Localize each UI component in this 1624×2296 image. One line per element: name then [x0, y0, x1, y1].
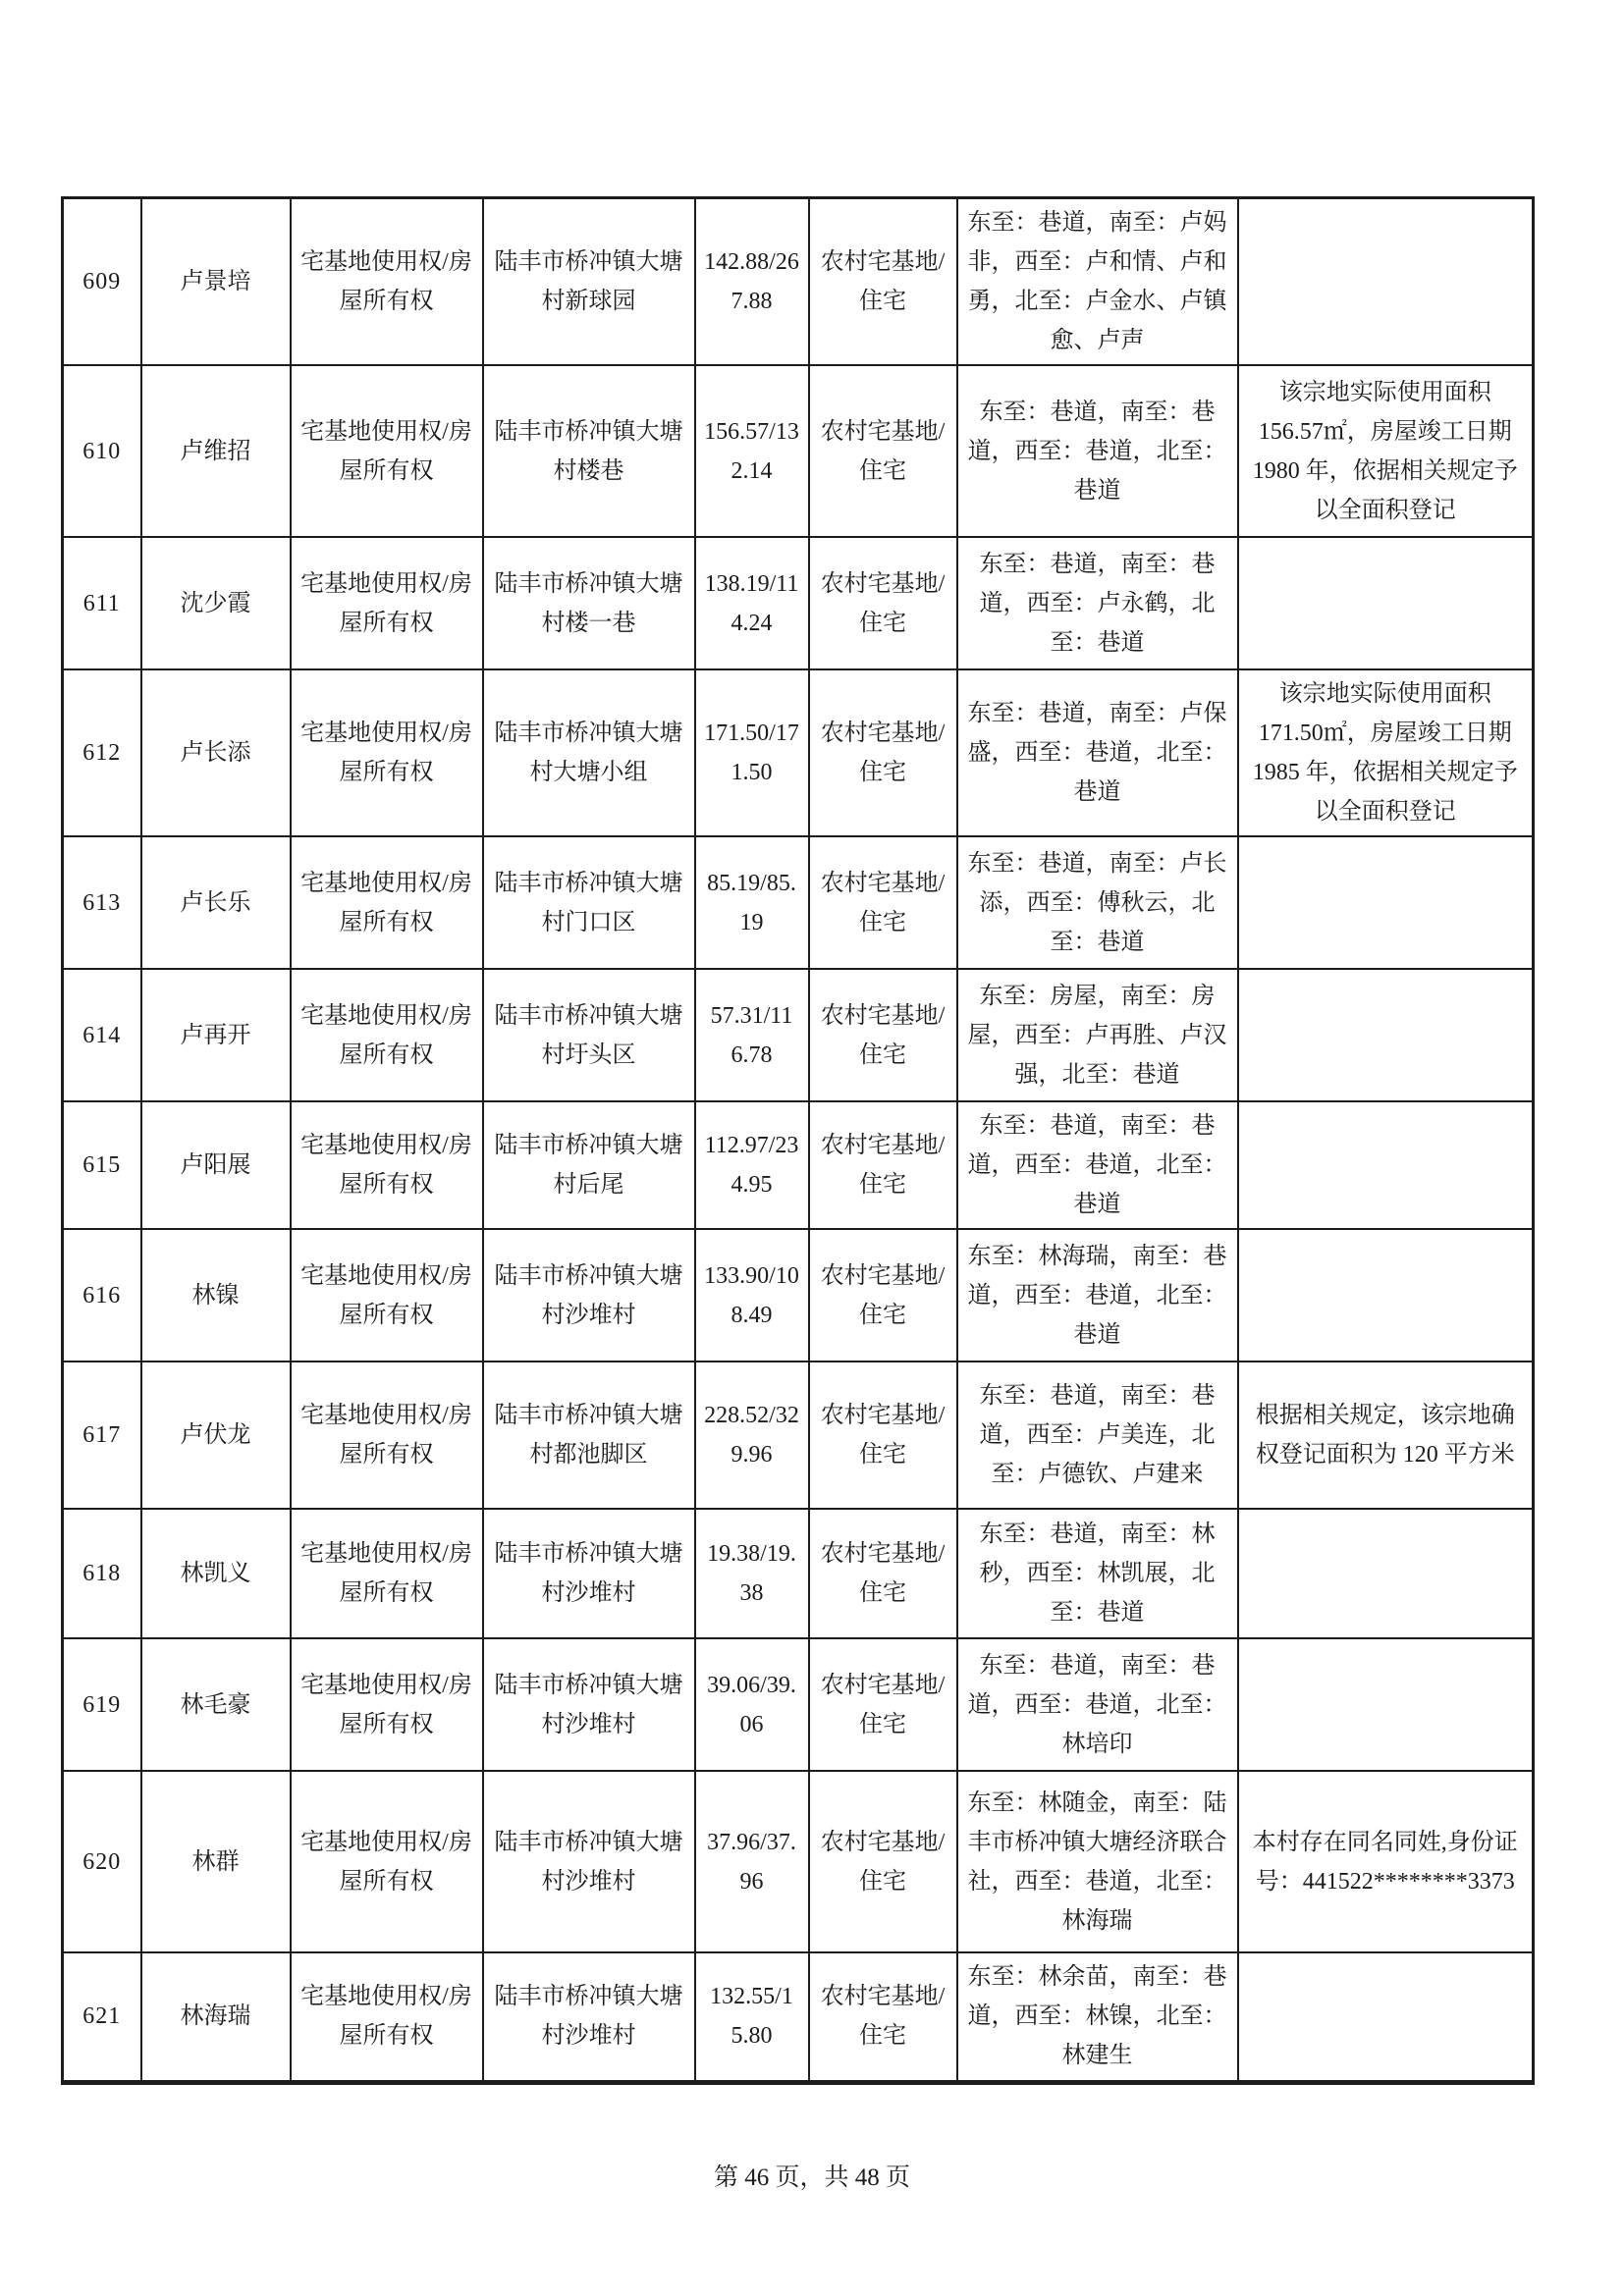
cell-usage: 农村宅基地/住宅	[809, 1952, 957, 2082]
cell-rights: 宅基地使用权/房屋所有权	[291, 1638, 483, 1771]
table-row	[63, 365, 1534, 537]
table-body	[63, 198, 1534, 2083]
table-row	[63, 669, 1534, 836]
cell-boundary: 东至：林随金，南至：陆丰市桥冲镇大塘经济联合社，西至：巷道，北至：林海瑞	[957, 1771, 1238, 1952]
cell-area: 19.38/19.38	[695, 1509, 809, 1638]
cell-rights: 宅基地使用权/房屋所有权	[291, 365, 483, 537]
cell-rights: 宅基地使用权/房屋所有权	[291, 669, 483, 836]
cell-area: 37.96/37.96	[695, 1771, 809, 1952]
cell-usage: 农村宅基地/住宅	[809, 1509, 957, 1638]
table-row	[63, 969, 1534, 1101]
table-row	[63, 1362, 1534, 1509]
cell-remark	[1238, 1101, 1534, 1229]
cell-seq: 615	[63, 1101, 141, 1229]
cell-remark	[1238, 1509, 1534, 1638]
cell-area: 133.90/108.49	[695, 1229, 809, 1362]
cell-boundary: 东至：巷道，南至：巷道，西至：巷道，北至：林培印	[957, 1638, 1238, 1771]
cell-remark: 该宗地实际使用面积 156.57㎡，房屋竣工日期 1980 年，依据相关规定予以全面积登记	[1238, 365, 1534, 537]
cell-boundary: 东至：巷道，南至：卢保盛，西至：巷道，北至：巷道	[957, 669, 1238, 836]
cell-area: 228.52/329.96	[695, 1362, 809, 1509]
cell-usage: 农村宅基地/住宅	[809, 1771, 957, 1952]
cell-name: 卢阳展	[141, 1101, 291, 1229]
cell-location: 陆丰市桥冲镇大塘村沙堆村	[483, 1952, 695, 2082]
cell-name: 卢长添	[141, 669, 291, 836]
cell-location: 陆丰市桥冲镇大塘村门口区	[483, 836, 695, 969]
cell-boundary: 东至：林余苗，南至：巷道，西至：林镍，北至：林建生	[957, 1952, 1238, 2082]
cell-seq: 618	[63, 1509, 141, 1638]
cell-name: 卢长乐	[141, 836, 291, 969]
cell-location: 陆丰市桥冲镇大塘村圩头区	[483, 969, 695, 1101]
cell-area: 138.19/114.24	[695, 537, 809, 669]
cell-name: 林凯义	[141, 1509, 291, 1638]
page-number-footer: 第 46 页，共 48 页	[713, 2164, 910, 2191]
cell-location: 陆丰市桥冲镇大塘村沙堆村	[483, 1509, 695, 1638]
cell-location: 陆丰市桥冲镇大塘村沙堆村	[483, 1638, 695, 1771]
cell-usage: 农村宅基地/住宅	[809, 669, 957, 836]
cell-rights: 宅基地使用权/房屋所有权	[291, 969, 483, 1101]
cell-seq: 612	[63, 669, 141, 836]
cell-location: 陆丰市桥冲镇大塘村新球园	[483, 198, 695, 366]
cell-rights: 宅基地使用权/房屋所有权	[291, 1771, 483, 1952]
cell-name: 卢景培	[141, 198, 291, 366]
cell-remark: 根据相关规定，该宗地确权登记面积为 120 平方米	[1238, 1362, 1534, 1509]
cell-remark: 该宗地实际使用面积 171.50㎡，房屋竣工日期 1985 年，依据相关规定予以全面积登记	[1238, 669, 1534, 836]
cell-rights: 宅基地使用权/房屋所有权	[291, 1229, 483, 1362]
cell-location: 陆丰市桥冲镇大塘村沙堆村	[483, 1771, 695, 1952]
cell-name: 林海瑞	[141, 1952, 291, 2082]
cell-area: 85.19/85.19	[695, 836, 809, 969]
cell-usage: 农村宅基地/住宅	[809, 1362, 957, 1509]
cell-rights: 宅基地使用权/房屋所有权	[291, 836, 483, 969]
cell-area: 132.55/15.80	[695, 1952, 809, 2082]
cell-name: 林毛豪	[141, 1638, 291, 1771]
table-row	[63, 836, 1534, 969]
cell-location: 陆丰市桥冲镇大塘村都池脚区	[483, 1362, 695, 1509]
cell-usage: 农村宅基地/住宅	[809, 1101, 957, 1229]
cell-seq: 619	[63, 1638, 141, 1771]
cell-rights: 宅基地使用权/房屋所有权	[291, 1362, 483, 1509]
cell-location: 陆丰市桥冲镇大塘村楼一巷	[483, 537, 695, 669]
cell-boundary: 东至：房屋，南至：房屋，西至：卢再胜、卢汉强，北至：巷道	[957, 969, 1238, 1101]
cell-boundary: 东至：巷道，南至：巷道，西至：巷道，北至：巷道	[957, 365, 1238, 537]
table-row	[63, 1509, 1534, 1638]
cell-seq: 617	[63, 1362, 141, 1509]
cell-location: 陆丰市桥冲镇大塘村后尾	[483, 1101, 695, 1229]
cell-location: 陆丰市桥冲镇大塘村沙堆村	[483, 1229, 695, 1362]
cell-seq: 620	[63, 1771, 141, 1952]
cell-remark	[1238, 969, 1534, 1101]
cell-location: 陆丰市桥冲镇大塘村大塘小组	[483, 669, 695, 836]
table-row	[63, 1952, 1534, 2082]
cell-name: 林群	[141, 1771, 291, 1952]
cell-boundary: 东至：巷道，南至：卢妈非，西至：卢和情、卢和勇，北至：卢金水、卢镇愈、卢声	[957, 198, 1238, 366]
cell-remark	[1238, 1229, 1534, 1362]
cell-seq: 621	[63, 1952, 141, 2082]
cell-area: 57.31/116.78	[695, 969, 809, 1101]
table-row	[63, 198, 1534, 366]
cell-area: 112.97/234.95	[695, 1101, 809, 1229]
cell-usage: 农村宅基地/住宅	[809, 1229, 957, 1362]
cell-name: 沈少霞	[141, 537, 291, 669]
cell-area: 142.88/267.88	[695, 198, 809, 366]
cell-name: 卢维招	[141, 365, 291, 537]
cell-usage: 农村宅基地/住宅	[809, 969, 957, 1101]
table-row	[63, 1229, 1534, 1362]
cell-rights: 宅基地使用权/房屋所有权	[291, 198, 483, 366]
cell-boundary: 东至：巷道，南至：巷道，西至：卢美连，北至：卢德钦、卢建来	[957, 1362, 1238, 1509]
cell-rights: 宅基地使用权/房屋所有权	[291, 537, 483, 669]
cell-usage: 农村宅基地/住宅	[809, 836, 957, 969]
table-row	[63, 537, 1534, 669]
cell-usage: 农村宅基地/住宅	[809, 198, 957, 366]
cell-seq: 613	[63, 836, 141, 969]
cell-remark: 本村存在同名同姓,身份证号：441522********3373	[1238, 1771, 1534, 1952]
cell-seq: 611	[63, 537, 141, 669]
cell-usage: 农村宅基地/住宅	[809, 365, 957, 537]
cell-remark	[1238, 198, 1534, 366]
cell-name: 卢再开	[141, 969, 291, 1101]
cell-rights: 宅基地使用权/房屋所有权	[291, 1101, 483, 1229]
cell-usage: 农村宅基地/住宅	[809, 537, 957, 669]
table-row	[63, 1771, 1534, 1952]
land-registration-table	[61, 196, 1535, 2085]
cell-boundary: 东至：巷道，南至：巷道，西至：巷道，北至：巷道	[957, 1101, 1238, 1229]
cell-boundary: 东至：巷道，南至：卢长添，西至：傅秋云，北至：巷道	[957, 836, 1238, 969]
cell-location: 陆丰市桥冲镇大塘村楼巷	[483, 365, 695, 537]
cell-seq: 614	[63, 969, 141, 1101]
cell-area: 39.06/39.06	[695, 1638, 809, 1771]
cell-remark	[1238, 1638, 1534, 1771]
cell-name: 卢伏龙	[141, 1362, 291, 1509]
cell-seq: 609	[63, 198, 141, 366]
cell-area: 171.50/171.50	[695, 669, 809, 836]
cell-remark	[1238, 836, 1534, 969]
cell-usage: 农村宅基地/住宅	[809, 1638, 957, 1771]
cell-remark	[1238, 537, 1534, 669]
cell-seq: 616	[63, 1229, 141, 1362]
cell-rights: 宅基地使用权/房屋所有权	[291, 1952, 483, 2082]
cell-remark	[1238, 1952, 1534, 2082]
table-row	[63, 1638, 1534, 1771]
cell-boundary: 东至：林海瑞，南至：巷道，西至：巷道，北至：巷道	[957, 1229, 1238, 1362]
cell-name: 林镍	[141, 1229, 291, 1362]
cell-seq: 610	[63, 365, 141, 537]
cell-area: 156.57/132.14	[695, 365, 809, 537]
cell-boundary: 东至：巷道，南至：巷道，西至：卢永鹤，北至：巷道	[957, 537, 1238, 669]
cell-rights: 宅基地使用权/房屋所有权	[291, 1509, 483, 1638]
table-row	[63, 1101, 1534, 1229]
cell-boundary: 东至：巷道，南至：林秒，西至：林凯展，北至：巷道	[957, 1509, 1238, 1638]
